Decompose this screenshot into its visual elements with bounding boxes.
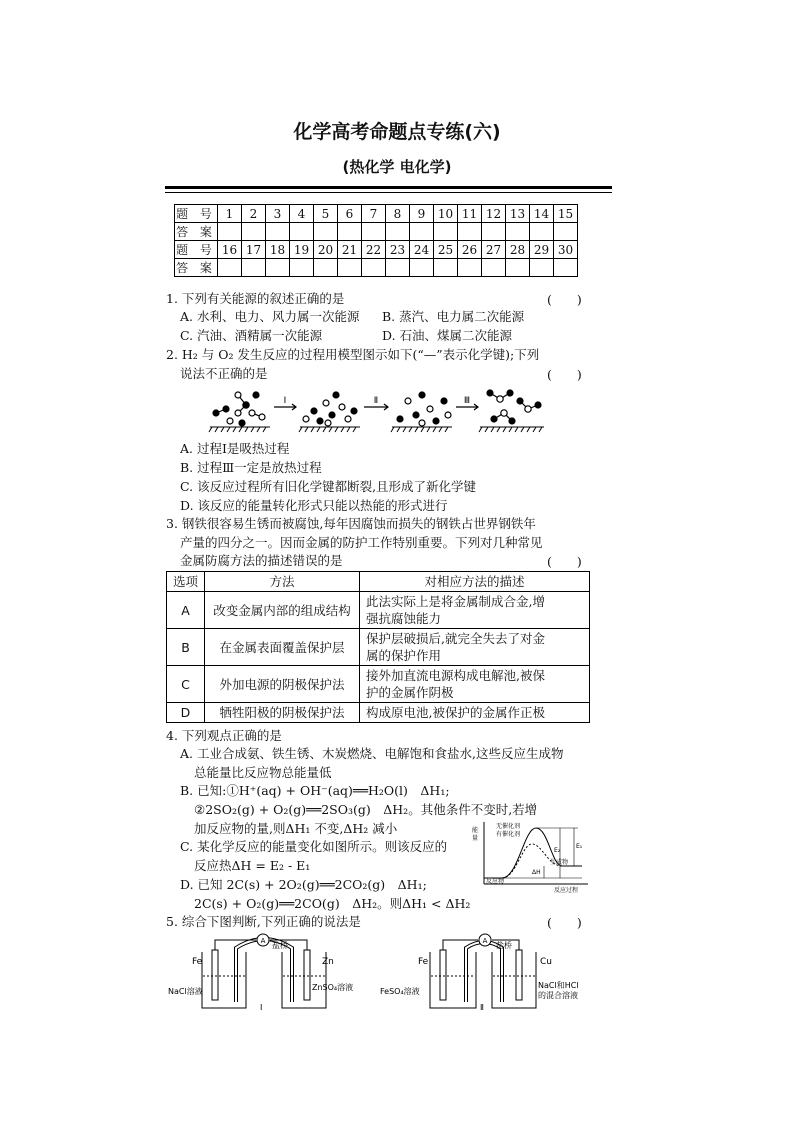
description-line: 保护层破损后,就完全失去了对金 <box>366 631 545 646</box>
grid-num: 10 <box>434 205 458 223</box>
step-label-3: Ⅲ <box>463 396 471 406</box>
product-label: 生成物 <box>550 859 569 866</box>
state-1-molecules <box>213 392 265 426</box>
cu-electrode <box>516 950 522 1000</box>
beaker-right <box>492 952 536 1008</box>
grid-num: 6 <box>338 205 362 223</box>
grid-num: 5 <box>314 205 338 223</box>
row-description <box>360 666 590 703</box>
q1-option-b[interactable]: B. 蒸汽、电力属二次能源 <box>382 309 525 324</box>
grid-num: 20 <box>314 241 338 259</box>
row-description <box>360 592 590 629</box>
grid-num: 30 <box>554 241 578 259</box>
q1-stem: 1. 下列有关能源的叙述正确的是 <box>166 291 345 306</box>
answer-cell[interactable] <box>218 259 242 277</box>
row-option: D <box>167 703 205 723</box>
grid-num: 22 <box>362 241 386 259</box>
answer-cell[interactable] <box>410 259 434 277</box>
q2-option-c[interactable]: C. 该反应过程所有旧化学键都断裂,且形成了新化学键 <box>180 479 477 494</box>
answer-cell[interactable] <box>434 223 458 241</box>
answer-cell[interactable] <box>362 223 386 241</box>
grid-num: 26 <box>458 241 482 259</box>
q4-option-a-line1[interactable]: A. 工业合成氨、铁生锈、木炭燃烧、电解饱和食盐水,这些反应生成物 <box>180 746 564 761</box>
table-row[interactable] <box>167 629 590 666</box>
answer-cell[interactable] <box>458 259 482 277</box>
row-option: C <box>167 666 205 703</box>
header-rule-thin <box>165 192 612 193</box>
answer-cell[interactable] <box>482 223 506 241</box>
grid-num: 13 <box>506 205 530 223</box>
description-line: 护的金属作阴极 <box>366 685 454 700</box>
col-header-method: 方法 <box>205 572 360 592</box>
page-subtitle: (热化学 电化学) <box>342 158 452 176</box>
grid-num: 3 <box>266 205 290 223</box>
q4-option-c-line2: 反应热ΔH = E₂ - E₁ <box>194 858 311 873</box>
answer-cell[interactable] <box>338 223 362 241</box>
curve-label-uncatalyzed: 无催化剂 <box>496 823 521 830</box>
answer-grid-num-row-2 <box>175 241 578 259</box>
q2-stem-line2: 说法不正确的是 <box>180 366 268 381</box>
cell-number: Ⅱ <box>480 1003 484 1012</box>
answer-grid-answer-row-1 <box>175 223 578 241</box>
answer-grid <box>174 204 578 277</box>
step-label-1: Ⅰ <box>283 396 287 406</box>
answer-cell[interactable] <box>314 259 338 277</box>
row-option: A <box>167 592 205 629</box>
answer-grid-answer-row-2 <box>175 259 578 277</box>
answer-cell[interactable] <box>290 223 314 241</box>
description-line: 接外加直流电源构成电解池,被保 <box>366 668 545 683</box>
grid-num: 28 <box>506 241 530 259</box>
answer-cell[interactable] <box>362 259 386 277</box>
q1-option-a[interactable]: A. 水利、电力、风力属一次能源 <box>180 309 360 324</box>
grid-num: 29 <box>530 241 554 259</box>
salt-bridge-label: 盐桥 <box>496 941 512 950</box>
answer-cell[interactable] <box>434 259 458 277</box>
row-method: 牺牲阳极的阴极保护法 <box>205 703 360 723</box>
answer-cell[interactable] <box>386 259 410 277</box>
row-method: 在金属表面覆盖保护层 <box>205 629 360 666</box>
grid-num: 23 <box>386 241 410 259</box>
salt-bridge <box>466 942 502 1002</box>
ammeter-label: A <box>482 937 488 945</box>
q5-answer-blank[interactable]: ( ) <box>547 915 582 930</box>
y-axis-label: 能 <box>472 827 479 834</box>
answer-cell[interactable] <box>338 259 362 277</box>
table-row[interactable] <box>167 592 590 629</box>
grid-num: 1 <box>218 205 242 223</box>
q4-option-b-line2: ②2SO₂(g) + O₂(g)══2SO₃(g) ΔH₂。其他条件不变时,若增 <box>194 802 538 817</box>
electrode-label-right: Cu <box>540 957 552 967</box>
row-label: 题 号 <box>175 205 218 223</box>
table-row[interactable] <box>167 666 590 703</box>
salt-bridge-label: 盐桥 <box>272 941 288 950</box>
zn-electrode <box>304 950 310 1000</box>
answer-cell[interactable] <box>266 223 290 241</box>
grid-num: 9 <box>410 205 434 223</box>
grid-num: 16 <box>218 241 242 259</box>
beaker-left <box>430 952 476 1008</box>
answer-cell[interactable] <box>242 259 266 277</box>
answer-cell[interactable] <box>314 223 338 241</box>
q1-option-c[interactable]: C. 汽油、酒精属一次能源 <box>180 328 323 343</box>
answer-cell[interactable] <box>530 223 554 241</box>
cell-number: Ⅰ <box>260 1003 263 1012</box>
answer-cell[interactable] <box>506 223 530 241</box>
e2-label: E₂ <box>554 847 561 854</box>
grid-num: 19 <box>290 241 314 259</box>
grid-num: 4 <box>290 205 314 223</box>
answer-cell[interactable] <box>458 223 482 241</box>
state-2-atoms <box>303 392 357 426</box>
answer-cell[interactable] <box>554 259 578 277</box>
dh-label: ΔH <box>532 869 541 876</box>
answer-cell[interactable] <box>290 259 314 277</box>
page-title: 化学高考命题点专练(六) <box>293 121 501 143</box>
col-header-description: 对相应方法的描述 <box>360 572 590 592</box>
q2-option-d[interactable]: D. 该反应的能量转化形式只能以热能的形式进行 <box>180 498 448 513</box>
q4-option-b-line1[interactable]: B. 已知:①H⁺(aq) + OH⁻(aq)══H₂O(l) ΔH₁; <box>180 783 450 798</box>
description-line: 强抗腐蚀能力 <box>366 611 442 626</box>
q4-stem: 4. 下列观点正确的是 <box>166 728 282 743</box>
solution-label-right: ZnSO₄溶液 <box>312 983 354 992</box>
q1-option-d[interactable]: D. 石油、煤属二次能源 <box>382 328 513 343</box>
answer-grid-num-row-1 <box>175 205 578 223</box>
grid-num: 27 <box>482 241 506 259</box>
x-axis-label: 反应过程 <box>554 887 579 894</box>
solution-label-right-line2: 的混合溶液 <box>538 991 578 1000</box>
table-row[interactable] <box>167 703 590 723</box>
fe-electrode <box>212 950 218 1000</box>
answer-cell[interactable] <box>266 259 290 277</box>
electrode-label-left: Fe <box>418 957 429 967</box>
row-option: B <box>167 629 205 666</box>
row-method: 外加电源的阴极保护法 <box>205 666 360 703</box>
grid-num: 18 <box>266 241 290 259</box>
answer-cell[interactable] <box>242 223 266 241</box>
electrode-label-left: Fe <box>192 957 203 967</box>
row-label: 题 号 <box>175 241 218 259</box>
q3-stem-line2: 产量的四分之一。因而金属的防护工作特别重要。下列对几种常见 <box>180 535 543 550</box>
answer-cell[interactable] <box>554 223 578 241</box>
grid-num: 2 <box>242 205 266 223</box>
q5-galvanic-cell-1 <box>166 932 366 1012</box>
q1-answer-blank[interactable]: ( ) <box>547 292 582 307</box>
step-label-2: Ⅱ <box>373 396 379 406</box>
electrode-label-right: Zn <box>322 957 334 967</box>
grid-num: 24 <box>410 241 434 259</box>
row-label: 答 案 <box>175 259 218 277</box>
description-line: 属的保护作用 <box>366 648 442 663</box>
answer-cell[interactable] <box>506 259 530 277</box>
col-header-option: 选项 <box>167 572 205 592</box>
q3-method-table <box>166 571 590 723</box>
header-rule-thick <box>165 186 612 189</box>
state-3-atoms <box>397 392 451 426</box>
grid-num: 11 <box>458 205 482 223</box>
q2-molecule-model-diagram <box>208 383 548 435</box>
description-line: 此法实际上是将金属制成合金,增 <box>366 594 545 609</box>
fe-electrode <box>440 950 446 1000</box>
reactant-label: 反应物 <box>486 878 505 885</box>
grid-num: 17 <box>242 241 266 259</box>
q4-option-b-line3: 加反应物的量,则ΔH₁ 不变,ΔH₂ 减小 <box>194 821 398 836</box>
q4-option-d-line2: 2C(s) + O₂(g)══2CO(g) ΔH₂。则ΔH₁ < ΔH₂ <box>194 896 471 911</box>
q4-option-c-line1[interactable]: C. 某化学反应的能量变化如图所示。则该反应的 <box>180 839 448 854</box>
table-header-row <box>167 572 590 592</box>
row-label: 答 案 <box>175 223 218 241</box>
grid-num: 8 <box>386 205 410 223</box>
q4-option-d-line1[interactable]: D. 已知 2C(s) + 2O₂(g)══2CO₂(g) ΔH₁; <box>180 877 427 892</box>
q2-stem-line1: 2. H₂ 与 O₂ 发生反应的过程用模型图示如下(“—”表示化学键);下列 <box>166 347 540 362</box>
q2-option-a[interactable]: A. 过程Ⅰ是吸热过程 <box>180 441 290 456</box>
q4-option-a-line2: 总能量比反应物总能量低 <box>194 765 332 780</box>
state-4-water-molecules <box>487 390 541 424</box>
y-axis-label: 量 <box>472 835 479 842</box>
q3-stem-line3: 金属防腐方法的描述错误的是 <box>180 553 343 568</box>
answer-cell[interactable] <box>218 223 242 241</box>
grid-num: 21 <box>338 241 362 259</box>
q4-energy-diagram <box>470 818 594 894</box>
solution-label-left: FeSO₄溶液 <box>380 987 420 996</box>
row-method: 改变金属内部的组成结构 <box>205 592 360 629</box>
curve-label-catalyzed: 有催化剂 <box>496 831 521 838</box>
grid-num: 12 <box>482 205 506 223</box>
solution-label-left: NaCl溶液 <box>168 987 203 996</box>
grid-num: 7 <box>362 205 386 223</box>
q5-galvanic-cell-2 <box>380 932 590 1012</box>
surface-hatch <box>209 427 544 432</box>
beaker-left <box>202 952 246 1008</box>
solution-label-right-line1: NaCl和HCl <box>538 981 579 990</box>
answer-cell[interactable] <box>386 223 410 241</box>
grid-num: 25 <box>434 241 458 259</box>
grid-num: 14 <box>530 205 554 223</box>
grid-num: 15 <box>554 205 578 223</box>
q3-answer-blank[interactable]: ( ) <box>547 554 582 569</box>
row-description <box>360 629 590 666</box>
q2-option-b[interactable]: B. 过程Ⅲ一定是放热过程 <box>180 460 322 475</box>
answer-cell[interactable] <box>410 223 434 241</box>
q3-stem-line1: 3. 钢铁很容易生锈而被腐蚀,每年因腐蚀而损失的钢铁占世界钢铁年 <box>166 516 536 531</box>
q5-stem: 5. 综合下图判断,下列正确的说法是 <box>166 914 361 929</box>
row-description: 构成原电池,被保护的金属作正极 <box>360 703 590 723</box>
e1-label: E₁ <box>576 843 583 850</box>
ammeter-label: A <box>260 937 266 945</box>
q2-answer-blank[interactable]: ( ) <box>547 367 582 382</box>
answer-cell[interactable] <box>530 259 554 277</box>
answer-cell[interactable] <box>482 259 506 277</box>
